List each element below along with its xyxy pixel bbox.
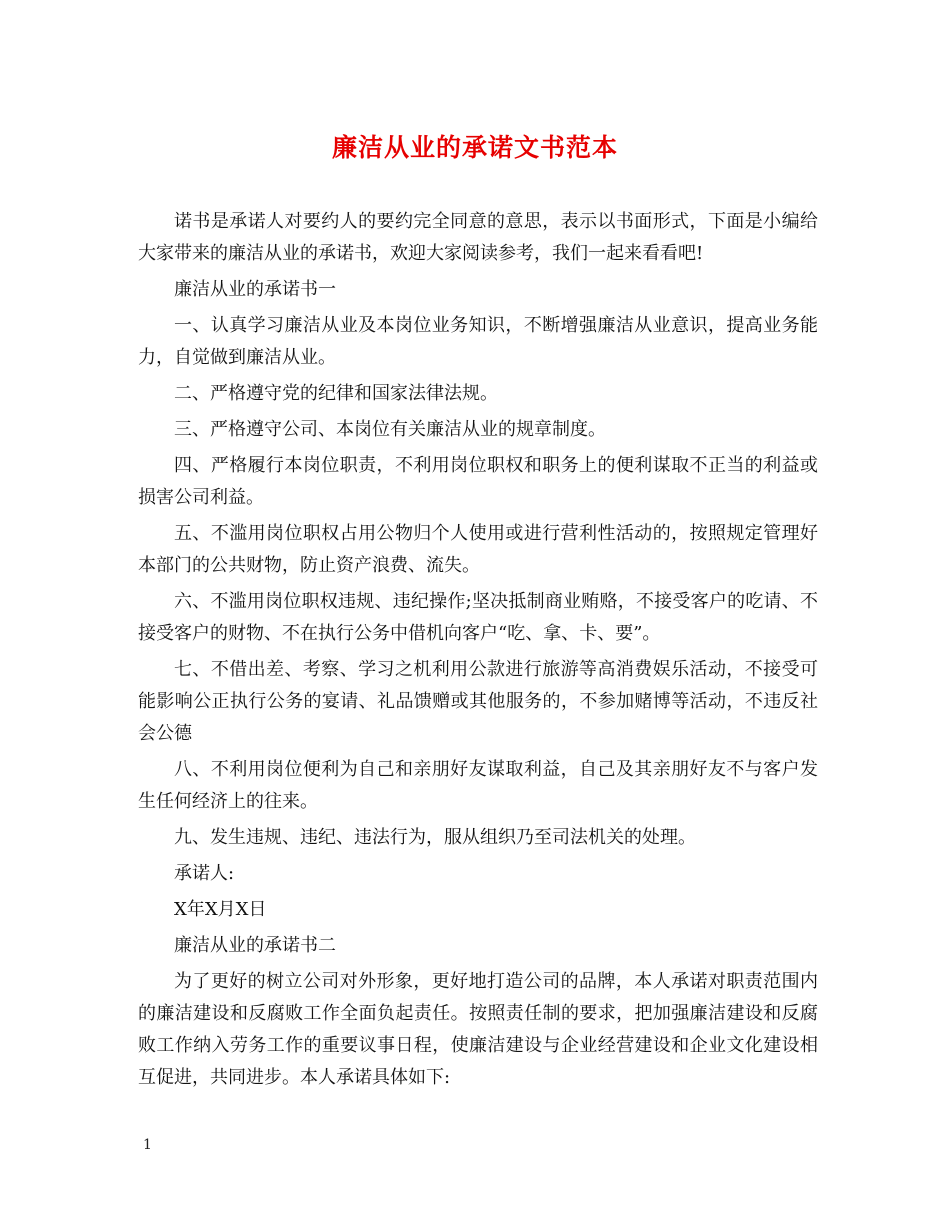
paragraph-item-4: 四、严格履行本岗位职责，不利用岗位职权和职务上的便利谋取不正当的利益或损害公司利益。	[138, 455, 818, 508]
paragraph-section-two-body: 为了更好的树立公司对外形象，更好地打造公司的品牌，本人承诺对职责范围内的廉洁建设和反腐败工作全面负起责任。按照责任制的要求，把加强廉洁建设和反腐败工作纳入劳务工作的重要议事日程，使廉洁建设与企业经营建设和企业文化建设相互促进，共同进步。本人承诺具体如下:	[138, 971, 818, 1088]
paragraph-item-3: 三、严格遵守公司、本岗位有关廉洁从业的规章制度。	[174, 419, 606, 440]
paragraph-intro: 诺书是承诺人对要约人的要约完全同意的意思，表示以书面形式，下面是小编给大家带来的廉洁从业的承诺书，欢迎大家阅读参考，我们一起来看看吧!	[138, 211, 818, 264]
document-title: 廉洁从业的承诺文书范本	[331, 133, 618, 162]
signature-date: X年X月X日	[174, 899, 267, 920]
paragraph-item-5: 五、不滥用岗位职权占用公物归个人使用或进行营利性活动的，按照规定管理好本部门的公共财物，防止资产浪费、流失。	[138, 523, 818, 576]
paragraph-item-8: 八、不利用岗位便利为自己和亲朋好友谋取利益，自己及其亲朋好友不与客户发生任何经济上的往来。	[138, 759, 818, 812]
paragraph-item-7: 七、不借出差、考察、学习之机利用公款进行旅游等高消费娱乐活动，不接受可能影响公正执行公务的宴请、礼品馈赠或其他服务的，不参加赌博等活动，不违反社会公德	[138, 659, 818, 744]
paragraph-item-1: 一、认真学习廉洁从业及本岗位业务知识，不断增强廉洁从业意识，提高业务能力，自觉做到廉洁从业。	[138, 315, 818, 368]
signatory-label: 承诺人:	[174, 863, 235, 884]
paragraph-section-heading-two: 廉洁从业的承诺书二	[174, 935, 336, 956]
paragraph-item-2: 二、严格遵守党的纪律和国家法律法规。	[174, 383, 498, 404]
paragraph-item-9: 九、发生违规、违纪、违法行为，服从组织乃至司法机关的处理。	[174, 827, 696, 848]
paragraph-section-heading-one: 廉洁从业的承诺书一	[174, 279, 336, 300]
paragraph-item-6: 六、不滥用岗位职权违规、违纪操作;坚决抵制商业贿赂，不接受客户的吃请、不接受客户的财物、不在执行公务中借机向客户“吃、拿、卡、要”。	[138, 591, 818, 644]
document-body	[138, 206, 818, 1098]
page-number: 1	[143, 1137, 152, 1153]
